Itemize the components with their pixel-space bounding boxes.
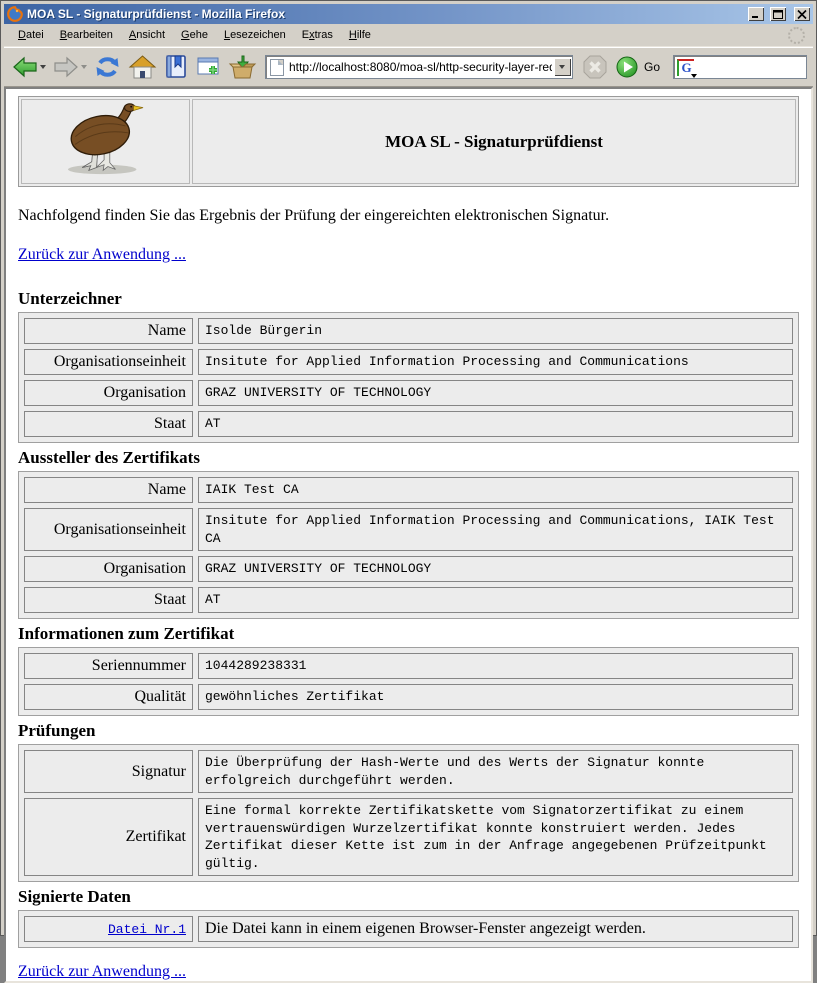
- menu-bearbeiten[interactable]: Bearbeiten: [59, 29, 113, 41]
- aussteller-table: [18, 471, 799, 619]
- back-to-application-link-bottom[interactable]: Zurück zur Anwendung ...: [18, 963, 186, 981]
- downloads-button[interactable]: [227, 51, 258, 83]
- maximize-button[interactable]: [770, 7, 786, 21]
- page-title: MOA SL - Signaturprüfdienst: [192, 99, 796, 184]
- stop-button[interactable]: [580, 51, 610, 83]
- table-row: [24, 556, 793, 582]
- menu-bar: [4, 24, 813, 47]
- signierte-daten-table: [18, 910, 799, 948]
- url-input[interactable]: [287, 60, 554, 74]
- row-label: Organisation: [24, 556, 193, 582]
- minimize-button[interactable]: [748, 7, 764, 21]
- row-label: Zertifikat: [24, 798, 193, 876]
- section-heading-signierte-daten: Signierte Daten: [18, 887, 131, 907]
- navigation-toolbar: [4, 47, 813, 87]
- search-bar: [673, 55, 807, 79]
- row-value: 1044289238331: [198, 653, 793, 679]
- new-window-button[interactable]: [194, 51, 224, 83]
- firefox-logo-icon: [7, 6, 23, 22]
- forward-button[interactable]: [51, 51, 89, 83]
- row-value: Eine formal korrekte Zertifikatskette vom Signatorzertifikat zu einem vertrauenswürdigen Wurzelzertifikat konnte konstruiert werden. Jedes Zertifikat dieser Kette ist zum in der Anfrage angegebenen Prüfzeitpunkt gültig.: [198, 798, 793, 876]
- row-value: AT: [198, 587, 793, 613]
- forward-icon: [53, 54, 79, 80]
- menu-lesezeichen[interactable]: Lesezeichen: [223, 29, 286, 41]
- menu-gehe[interactable]: Gehe: [181, 29, 208, 41]
- datei-nr1-link[interactable]: Datei Nr.1: [107, 922, 186, 938]
- row-label: Name: [24, 318, 193, 344]
- table-row: [24, 798, 793, 876]
- back-button[interactable]: [10, 51, 48, 83]
- table-row: [24, 587, 793, 613]
- back-dropdown-icon[interactable]: [40, 65, 46, 69]
- close-button[interactable]: [794, 7, 810, 21]
- row-value: gewöhnliches Zertifikat: [198, 684, 793, 710]
- row-label: Qualität: [24, 684, 193, 710]
- row-label: Staat: [24, 587, 193, 613]
- row-label: Seriennummer: [24, 653, 193, 679]
- row-value: Insitute for Applied Information Processing and Communications: [198, 349, 793, 375]
- table-row: [24, 508, 793, 551]
- row-value: GRAZ UNIVERSITY OF TECHNOLOGY: [198, 380, 793, 406]
- go-icon: [615, 55, 639, 79]
- section-heading-pruefungen: Prüfungen: [18, 721, 96, 741]
- title-bar: [4, 4, 813, 24]
- menu-hilfe[interactable]: Hilfe: [348, 29, 371, 41]
- row-label: Organisationseinheit: [24, 508, 193, 551]
- table-row: [24, 349, 793, 375]
- stop-icon: [582, 54, 608, 80]
- intro-text: Nachfolgend finden Sie das Ergebnis der Prüfung der eingereichten elektronischen Signatur.: [18, 207, 610, 224]
- downloads-icon: [229, 54, 256, 80]
- section-heading-zertifikat-info: Informationen zum Zertifikat: [18, 624, 235, 644]
- table-row: [24, 318, 793, 344]
- search-input[interactable]: [696, 59, 806, 75]
- pruefungen-table: [18, 744, 799, 882]
- url-bar: [265, 55, 573, 79]
- menu-ansicht[interactable]: Ansicht: [128, 29, 166, 41]
- row-value: IAIK Test CA: [198, 477, 793, 503]
- url-dropdown-button[interactable]: [554, 58, 571, 76]
- menu-datei[interactable]: Datei: [18, 29, 44, 41]
- new-window-icon: [196, 54, 222, 80]
- page-icon: [270, 59, 284, 76]
- google-logo-icon[interactable]: G: [677, 59, 694, 76]
- home-icon: [129, 54, 156, 80]
- bookmarks-icon: [163, 54, 189, 80]
- row-value: Insitute for Applied Information Processing and Communications, IAIK Test CA: [198, 508, 793, 551]
- row-label: Staat: [24, 411, 193, 437]
- back-icon: [12, 54, 38, 80]
- moa-bird-image: [47, 101, 165, 177]
- row-value: Die Überprüfung der Hash-Werte und des Werts der Signatur konnte erfolgreich durchgeführt werden.: [198, 750, 793, 793]
- back-to-application-link-top[interactable]: Zurück zur Anwendung ...: [18, 246, 186, 263]
- table-row: [24, 916, 793, 942]
- row-value: AT: [198, 411, 793, 437]
- bookmarks-button[interactable]: [161, 51, 191, 83]
- row-value: GRAZ UNIVERSITY OF TECHNOLOGY: [198, 556, 793, 582]
- header-logo-cell: [21, 99, 190, 184]
- row-value: Die Datei kann in einem eigenen Browser-Fenster angezeigt werden.: [198, 916, 793, 942]
- row-label: Organisation: [24, 380, 193, 406]
- search-engine-dropdown-icon[interactable]: [691, 74, 697, 78]
- page-content: [4, 87, 813, 983]
- table-row: [24, 411, 793, 437]
- row-value: Isolde Bürgerin: [198, 318, 793, 344]
- unterzeichner-table: [18, 312, 799, 443]
- row-label: Signatur: [24, 750, 193, 793]
- row-label: Organisationseinheit: [24, 349, 193, 375]
- window-title: MOA SL - Signaturprüfdienst - Mozilla Firefox: [27, 7, 286, 21]
- table-row: [24, 653, 793, 679]
- section-heading-aussteller: Aussteller des Zertifikats: [18, 448, 200, 467]
- row-label: Name: [24, 477, 193, 503]
- menu-extras[interactable]: Extras: [301, 29, 333, 41]
- go-label[interactable]: Go: [643, 60, 660, 74]
- table-row: [24, 477, 793, 503]
- throbber-icon: [788, 27, 805, 44]
- forward-dropdown-icon[interactable]: [81, 65, 87, 69]
- go-button[interactable]: [613, 51, 666, 83]
- home-button[interactable]: [127, 51, 158, 83]
- zertifikat-info-table: [18, 647, 799, 716]
- reload-icon: [94, 54, 122, 80]
- section-heading-unterzeichner: Unterzeichner: [18, 289, 122, 308]
- table-row: [24, 750, 793, 793]
- table-row: [24, 380, 793, 406]
- page-header-table: [18, 96, 799, 187]
- table-row: [24, 684, 793, 710]
- reload-button[interactable]: [92, 51, 124, 83]
- row-label: [24, 916, 193, 942]
